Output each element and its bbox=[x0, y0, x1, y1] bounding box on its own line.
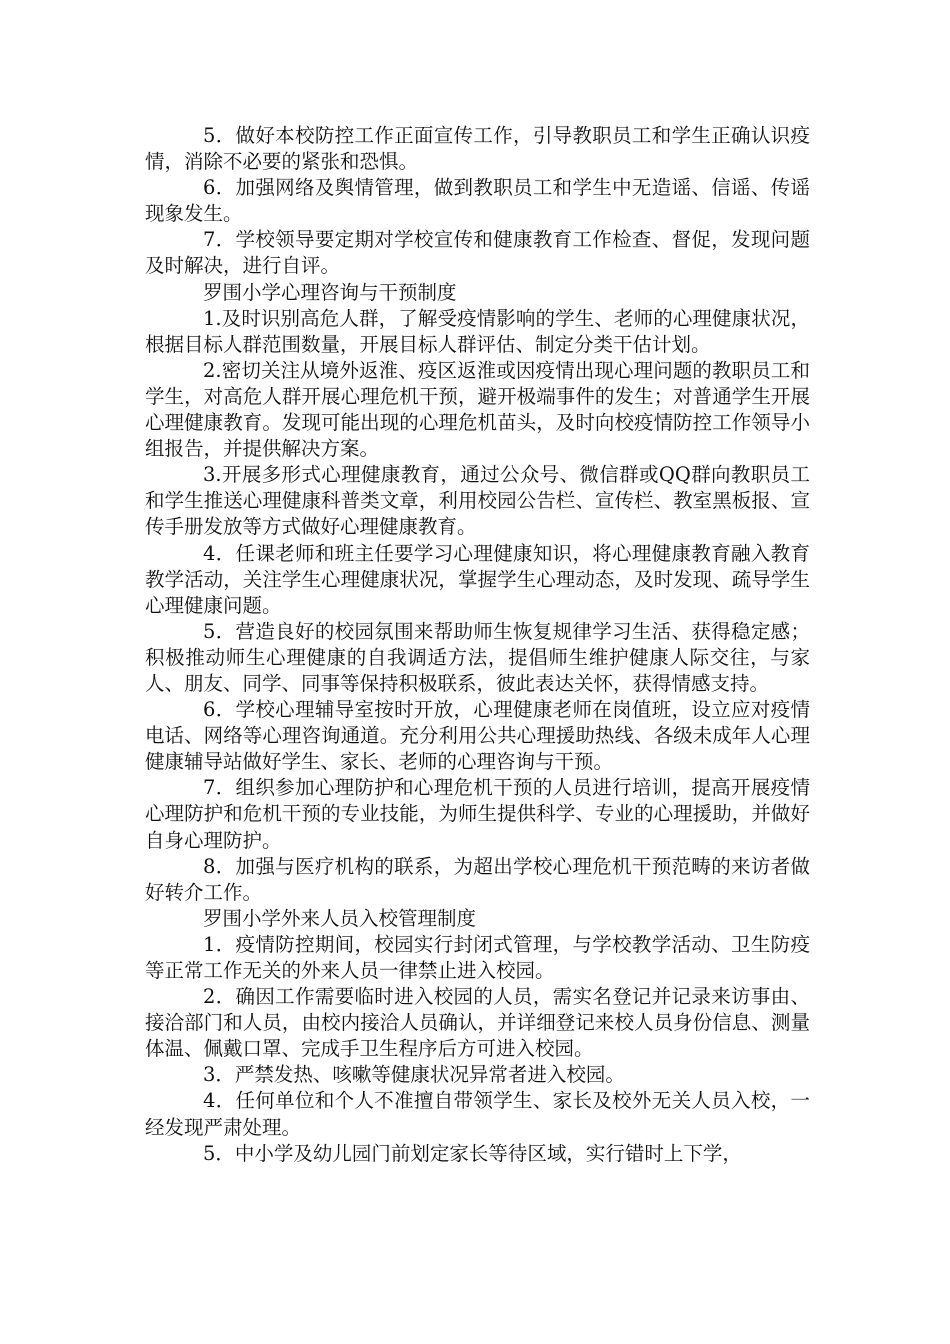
paragraph-visitors-3: 3．严禁发热、咳嗽等健康状况异常者进入校园。 bbox=[203, 1063, 625, 1087]
paragraph-visitors-4: 4．任何单位和个人不准擅自带领学生、家长及校外无关人员入校，一经发现严肃处理。 bbox=[145, 1089, 810, 1139]
paragraph-prevention-7: 7．学校领导要定期对学校宣传和健康教育工作检查、督促，发现问题及时解决，进行自评。 bbox=[145, 228, 810, 278]
paragraph-visitors-1: 1．疫情防控期间，校园实行封闭式管理，与学校教学活动、卫生防疫等正常工作无关的外来人员一律禁止进入校园。 bbox=[145, 932, 810, 982]
section-heading-visitors: 罗围小学外来人员入校管理制度 bbox=[203, 906, 477, 930]
section-heading-psychology: 罗围小学心理咨询与干预制度 bbox=[203, 280, 457, 304]
paragraph-visitors-2: 2．确因工作需要临时进入校园的人员，需实名登记并记录来访事由、接洽部门和人员，由校内接洽人员确认，并详细登记来校人员身份信息、测量体温、佩戴口罩、完成手卫生程序后方可进入校园。 bbox=[145, 985, 810, 1061]
paragraph-psychology-7: 7．组织参加心理防护和心理危机干预的人员进行培训，提高开展疫情心理防护和危机干预的专业技能，为师生提供科学、专业的心理援助，并做好自身心理防护。 bbox=[145, 776, 810, 852]
paragraph-psychology-5: 5．营造良好的校园氛围来帮助师生恢复规律学习生活、获得稳定感；积极推动师生心理健康的自我调适方法，提倡师生维护健康人际交往，与家人、朋友、同学、同事等保持积极联系，彼此表达关怀，获得情感支持。 bbox=[145, 619, 810, 695]
paragraph-psychology-2: 2.密切关注从境外返淮、疫区返淮或因疫情出现心理问题的教职员工和学生，对高危人群开展心理危机干预，避开极端事件的发生；对普通学生开展心理健康教育。发现可能出现的心理危机苗头，及时向校疫情防控工作领导小组报告，并提供解决方案。 bbox=[145, 358, 810, 461]
paragraph-psychology-1: 1.及时识别高危人群，了解受疫情影响的学生、老师的心理健康状况，根据目标人群范围数量，开展目标人群评估、制定分类干估计划。 bbox=[145, 306, 810, 356]
paragraph-visitors-5: 5．中小学及幼儿园门前划定家长等待区域，实行错时上下学， bbox=[203, 1141, 742, 1165]
paragraph-prevention-5: 5．做好本校防控工作正面宣传工作，引导教职员工和学生正确认识疫情，消除不必要的紧张和恐惧。 bbox=[145, 124, 810, 174]
document-body bbox=[145, 123, 810, 1167]
paragraph-psychology-6: 6．学校心理辅导室按时开放，心理健康老师在岗值班，设立应对疫情电话、网络等心理咨询通道。充分利用公共心理援助热线、各级未成年人心理健康辅导站做好学生、家长、老师的心理咨询与干预。 bbox=[145, 698, 810, 774]
paragraph-psychology-4: 4．任课老师和班主任要学习心理健康知识，将心理健康教育融入教育教学活动，关注学生心理健康状况，掌握学生心理动态，及时发现、疏导学生心理健康问题。 bbox=[145, 541, 810, 617]
paragraph-psychology-8: 8．加强与医疗机构的联系，为超出学校心理危机干预范畴的来访者做好转介工作。 bbox=[145, 854, 810, 904]
paragraph-psychology-3: 3.开展多形式心理健康教育，通过公众号、微信群或QQ群向教职员工和学生推送心理健康科普类文章，利用校园公告栏、宣传栏、教室黑板报、宣传手册发放等方式做好心理健康教育。 bbox=[145, 463, 810, 539]
paragraph-prevention-6: 6．加强网络及舆情管理，做到教职员工和学生中无造谣、信谣、传谣现象发生。 bbox=[145, 176, 810, 226]
